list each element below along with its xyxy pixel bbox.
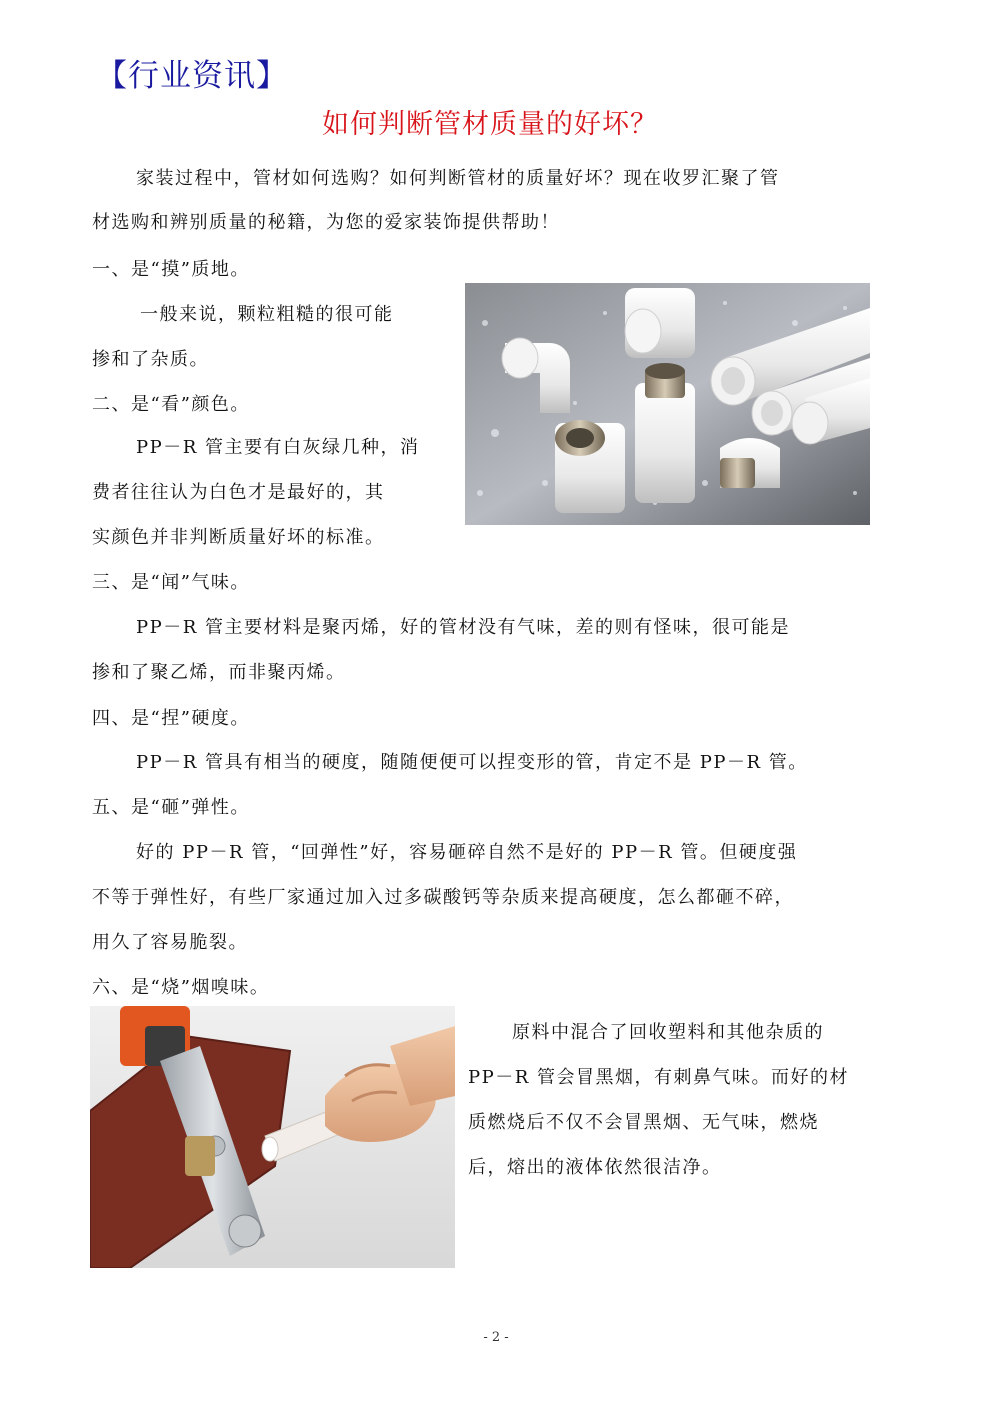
section-text-line: 一般来说，颗粒粗糙的很可能 [140, 304, 394, 325]
section-text-line: 用久了容易脆裂。 [92, 932, 248, 953]
section-text-line: 实颜色并非判断质量好坏的标准。 [92, 527, 385, 548]
pipe-welding-image [90, 1006, 455, 1268]
section-heading-elasticity: 五、是“砸”弹性。 [92, 797, 250, 818]
section-heading-burn: 六、是“烧”烟嗅味。 [92, 977, 270, 998]
intro-line-1: 家装过程中，管材如何选购？如何判断管材的质量好坏？现在收罗汇聚了管 [136, 168, 780, 189]
section-text-line: 掺和了杂质。 [92, 349, 209, 370]
section-tag: 【行业资讯】 [96, 58, 288, 94]
section-heading-touch: 一、是“摸”质地。 [92, 259, 250, 280]
section-text-line: 质燃烧后不仅不会冒黑烟、无气味，燃烧 [468, 1112, 819, 1133]
pipe-fittings-image [465, 283, 870, 525]
section-text-line: 费者往往认为白色才是最好的，其 [92, 482, 385, 503]
article-title: 如何判断管材质量的好坏？ [322, 109, 658, 140]
section-heading-look: 二、是“看”颜色。 [92, 394, 250, 415]
section-text-line: 原料中混合了回收塑料和其他杂质的 [512, 1022, 824, 1043]
section-text-line: PP－R 管会冒黑烟，有刺鼻气味。而好的材 [468, 1067, 849, 1088]
intro-line-2: 材选购和辨别质量的秘籍，为您的爱家装饰提供帮助！ [92, 212, 560, 233]
section-heading-smell: 三、是“闻”气味。 [92, 572, 250, 593]
section-text-line: 后，熔出的液体依然很洁净。 [468, 1157, 722, 1178]
page-number: - 2 - [483, 1330, 509, 1345]
section-text-line: 掺和了聚乙烯，而非聚丙烯。 [92, 662, 346, 683]
section-text-line: PP－R 管主要材料是聚丙烯，好的管材没有气味，差的则有怪味，很可能是 [136, 617, 790, 638]
section-text-line: 好的 PP－R 管，“回弹性”好，容易砸碎自然不是好的 PP－R 管。但硬度强 [136, 842, 798, 863]
section-heading-squeeze: 四、是“捏”硬度。 [92, 708, 250, 729]
section-text-line: PP－R 管具有相当的硬度，随随便便可以捏变形的管，肯定不是 PP－R 管。 [136, 752, 808, 773]
section-text-line: PP－R 管主要有白灰绿几种，消 [136, 437, 420, 458]
section-text-line: 不等于弹性好，有些厂家通过加入过多碳酸钙等杂质来提高硬度，怎么都砸不碎， [92, 887, 794, 908]
